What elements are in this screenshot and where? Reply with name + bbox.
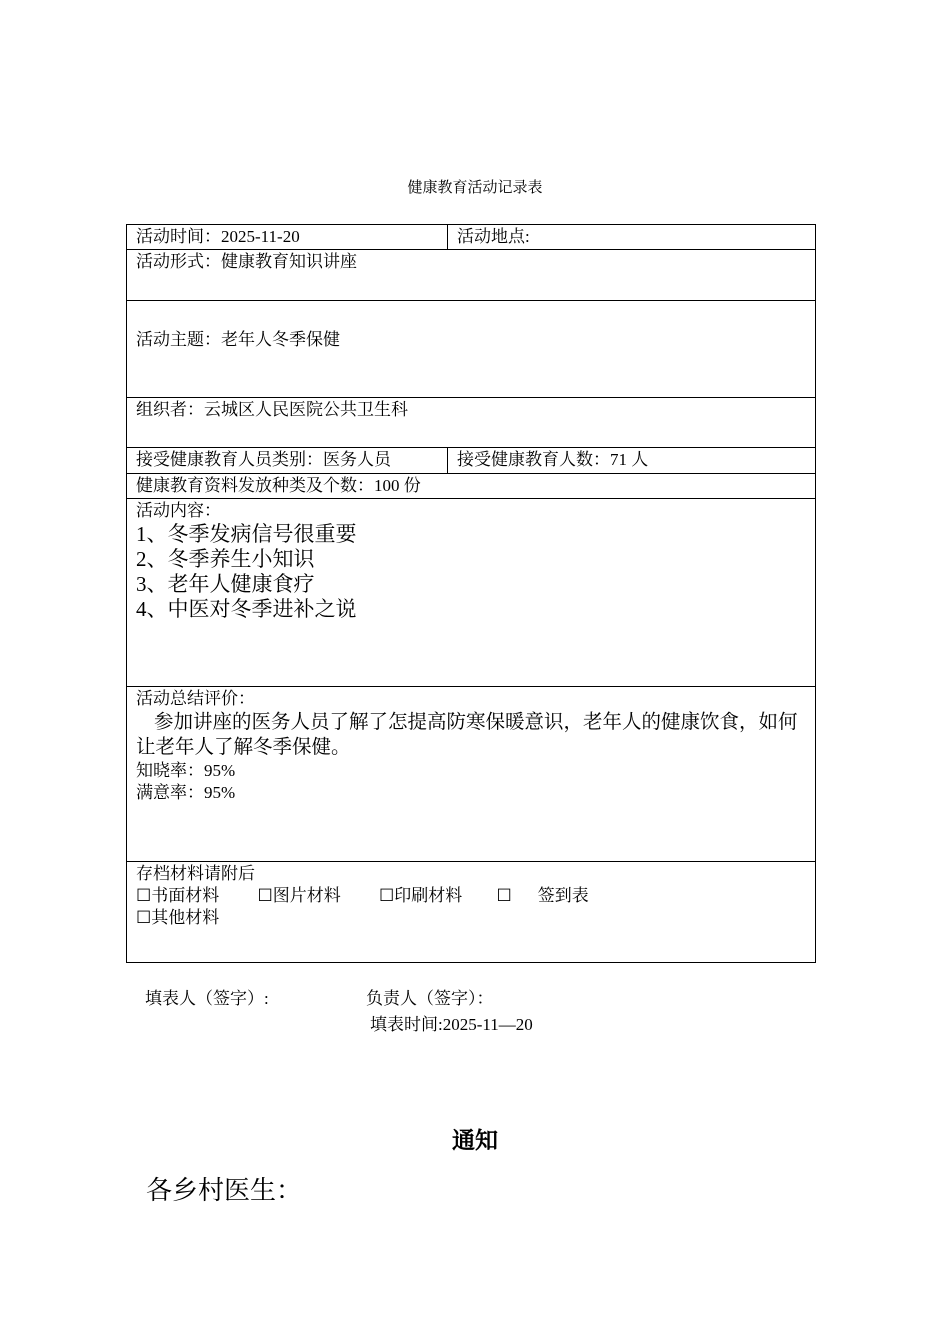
content-label: 活动内容： xyxy=(136,501,221,520)
summary-text: 参加讲座的医务人员了解了怎提高防寒保暖意识，老年人的健康饮食，如何让老年人了解冬季保健。 xyxy=(136,712,798,758)
notice-title: 通知 xyxy=(452,1128,498,1154)
activity-form: 活动形式：健康教育知识讲座 xyxy=(127,250,816,301)
checkbox-written-materials[interactable]: ☐书面材料 xyxy=(136,886,220,905)
row-content xyxy=(127,499,816,687)
archive-label: 存档材料请附后 xyxy=(136,864,255,883)
notice-salutation: 各乡村医生： xyxy=(146,1176,303,1205)
activity-record-table xyxy=(126,224,816,963)
archive-cell xyxy=(127,862,816,963)
row-summary xyxy=(127,687,816,862)
activity-location: 活动地点: xyxy=(448,225,816,250)
row-materials xyxy=(127,474,816,499)
materials-distributed: 健康教育资料发放种类及个数：100 份 xyxy=(127,474,816,499)
row-time-location xyxy=(127,225,816,250)
row-audience xyxy=(127,448,816,474)
checkbox-sign-in[interactable]: ☐ xyxy=(496,886,512,905)
satisfaction-rate: 满意率：95% xyxy=(136,783,236,802)
checkbox-other-materials[interactable]: ☐其他材料 xyxy=(136,908,220,927)
activity-theme: 活动主题：老年人冬季保健 xyxy=(127,301,816,398)
fill-date: 填表时间:2025-11—20 xyxy=(370,1015,533,1034)
awareness-rate: 知晓率：95% xyxy=(136,761,236,780)
organizer: 组织者：云城区人民医院公共卫生科 xyxy=(127,398,816,448)
content-item: 2、冬季养生小知识 xyxy=(136,547,315,571)
manager-signature: 负责人（签字）： xyxy=(366,989,494,1008)
audience-type: 接受健康教育人员类别：医务人员 xyxy=(127,448,448,474)
content-item: 4、中医对冬季进补之说 xyxy=(136,597,357,621)
document-title: 健康教育活动记录表 xyxy=(407,180,543,196)
archive-options-row xyxy=(136,885,806,907)
row-archive xyxy=(127,862,816,963)
row-organizer xyxy=(127,398,816,448)
summary-label: 活动总结评价： xyxy=(136,689,255,708)
row-theme xyxy=(127,301,816,398)
audience-count: 接受健康教育人数：71 人 xyxy=(448,448,816,474)
activity-content-cell xyxy=(127,499,816,687)
checkbox-picture-materials[interactable]: ☐图片材料 xyxy=(257,886,341,905)
activity-summary-cell xyxy=(127,687,816,862)
checkbox-printed-materials[interactable]: ☐印刷材料 xyxy=(379,886,463,905)
content-item: 1、冬季发病信号很重要 xyxy=(136,522,357,546)
sign-in-sheet-label: 签到表 xyxy=(537,886,589,905)
filler-signature: 填表人（签字）: xyxy=(145,989,269,1008)
content-item: 3、老年人健康食疗 xyxy=(136,572,315,596)
activity-time: 活动时间：2025-11-20 xyxy=(127,225,448,250)
row-form xyxy=(127,250,816,301)
